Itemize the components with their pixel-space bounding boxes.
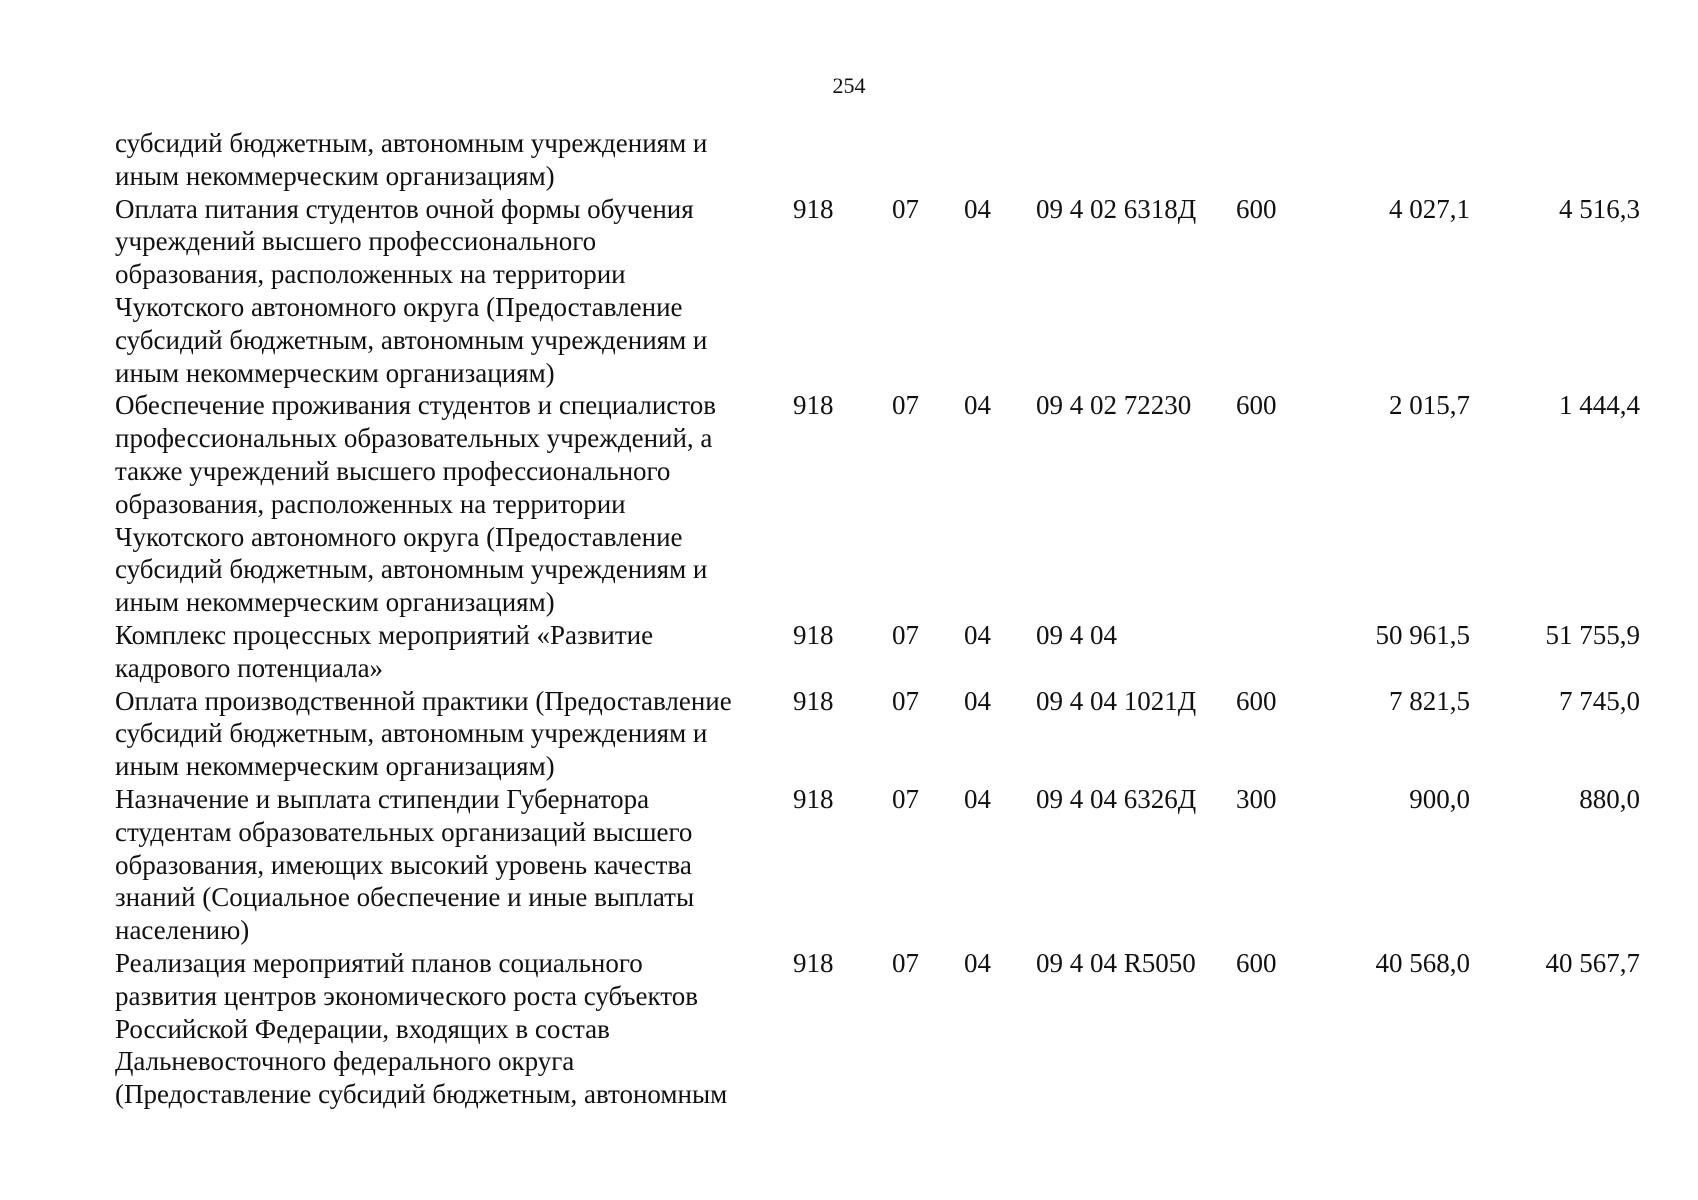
description-line: (Предоставление субсидий бюджетным, автономным (115, 1079, 728, 1110)
cell-section: 07 (892, 390, 919, 421)
cell-section: 07 (892, 783, 919, 814)
cell-amount-year2: 4 516,3 (1559, 193, 1640, 224)
cell-amount-year1: 7 821,5 (1389, 685, 1470, 716)
cell-description (115, 389, 790, 619)
cell-amount-year1: 50 961,5 (1375, 619, 1470, 650)
cell-amount-year1: 4 027,1 (1389, 193, 1470, 224)
cell-expense-type: 600 (1236, 390, 1277, 421)
description-line: иным некоммерческим организациям) (115, 357, 555, 388)
table-row (115, 193, 1670, 390)
cell-subsection: 04 (964, 947, 991, 978)
description-line: Оплата производственной практики (Предоставление (115, 685, 732, 716)
description-line: Комплекс процессных мероприятий «Развитие (115, 619, 654, 650)
cell-amount-year2: 7 745,0 (1559, 685, 1640, 716)
cell-target-article: 09 4 04 6326Д (1036, 783, 1197, 814)
description-line: образования, расположенных на территории (115, 488, 626, 519)
description-line: кадрового потенциала» (115, 652, 384, 683)
table-row (115, 389, 1670, 619)
description-line: субсидий бюджетным, автономным учреждениям и (115, 128, 708, 158)
cell-grbs: 918 (793, 193, 834, 224)
description-line: населению) (115, 915, 250, 946)
cell-subsection: 04 (964, 783, 991, 814)
cell-amount-year1: 900,0 (1409, 783, 1470, 814)
cell-amount-year1: 40 568,0 (1375, 947, 1470, 978)
description-line: Российской Федерации, входящих в состав (115, 1013, 610, 1044)
table-row (115, 947, 1670, 1111)
cell-amount-year1: 2 015,7 (1389, 390, 1470, 421)
cell-target-article: 09 4 02 72230 (1036, 390, 1192, 421)
cell-description (115, 619, 790, 685)
description-line: иным некоммерческим организациям) (115, 587, 555, 618)
cell-subsection: 04 (964, 685, 991, 716)
cell-description (115, 127, 790, 193)
cell-amount-year2: 51 755,9 (1545, 619, 1640, 650)
cell-expense-type: 600 (1236, 685, 1277, 716)
description-line: Реализация мероприятий планов социального (115, 947, 643, 978)
cell-subsection: 04 (964, 193, 991, 224)
description-line: развития центров экономического роста субъектов (115, 980, 698, 1011)
description-line: Дальневосточного федерального округа (115, 1046, 575, 1077)
cell-target-article: 09 4 04 R5050 (1036, 947, 1196, 978)
cell-grbs: 918 (793, 390, 834, 421)
table-row (115, 619, 1670, 685)
description-line: иным некоммерческим организациям) (115, 751, 555, 782)
cell-section: 07 (892, 947, 919, 978)
cell-description (115, 947, 790, 1111)
cell-expense-type: 600 (1236, 947, 1277, 978)
description-line: также учреждений высшего профессионального (115, 455, 671, 486)
cell-amount-year2: 40 567,7 (1545, 947, 1640, 978)
description-line: учреждений высшего профессионального (115, 226, 597, 257)
description-line: образования, имеющих высокий уровень качества (115, 849, 692, 880)
cell-description (115, 685, 790, 783)
cell-section: 07 (892, 685, 919, 716)
description-line: знаний (Социальное обеспечение и иные выплаты (115, 882, 695, 913)
description-line: субсидий бюджетным, автономным учреждениям и (115, 718, 708, 749)
cell-section: 07 (892, 619, 919, 650)
cell-amount-year2: 880,0 (1579, 783, 1640, 814)
page-number: 254 (832, 73, 866, 98)
cell-grbs: 918 (793, 947, 834, 978)
cell-target-article: 09 4 04 1021Д (1036, 685, 1197, 716)
description-line: Чукотского автономного округа (Предоставление (115, 291, 683, 322)
description-line: студентам образовательных организаций высшего (115, 816, 693, 847)
cell-expense-type: 300 (1236, 783, 1277, 814)
table-row (115, 685, 1670, 783)
budget-table (115, 127, 1670, 1111)
cell-section: 07 (892, 193, 919, 224)
description-line: образования, расположенных на территории (115, 259, 626, 290)
table-row (115, 783, 1670, 947)
description-line: профессиональных образовательных учреждений, а (115, 423, 713, 454)
description-line: иным некоммерческим организациям) (115, 160, 555, 191)
cell-grbs: 918 (793, 685, 834, 716)
cell-target-article: 09 4 02 6318Д (1036, 193, 1197, 224)
cell-description (115, 783, 790, 947)
description-line: Оплата питания студентов очной формы обучения (115, 193, 694, 224)
description-line: субсидий бюджетным, автономным учреждениям и (115, 324, 708, 355)
cell-grbs: 918 (793, 783, 834, 814)
cell-target-article: 09 4 04 (1036, 619, 1117, 650)
description-line: Чукотского автономного округа (Предоставление (115, 521, 683, 552)
cell-subsection: 04 (964, 390, 991, 421)
description-line: Обеспечение проживания студентов и специалистов (115, 390, 716, 421)
cell-expense-type: 600 (1236, 193, 1277, 224)
cell-subsection: 04 (964, 619, 991, 650)
cell-grbs: 918 (793, 619, 834, 650)
cell-description (115, 193, 790, 390)
cell-amount-year2: 1 444,4 (1559, 390, 1640, 421)
description-line: Назначение и выплата стипендии Губернатора (115, 783, 650, 814)
description-line: субсидий бюджетным, автономным учреждениям и (115, 554, 708, 585)
table-row (115, 127, 1670, 193)
